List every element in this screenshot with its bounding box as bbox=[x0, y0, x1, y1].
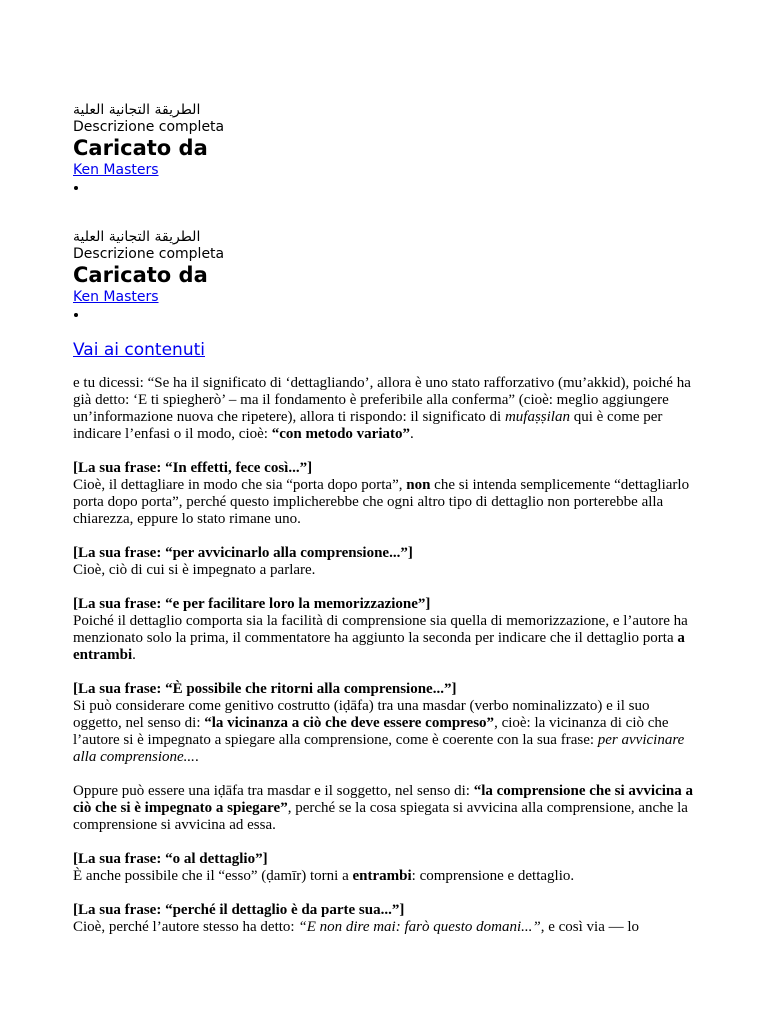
document-title-arabic: الطريقة التجانية العلية bbox=[73, 229, 201, 245]
description-label: Descrizione completa bbox=[73, 119, 225, 135]
uploaded-by-heading: Caricato da bbox=[73, 136, 208, 160]
paragraph: [La sua frase: “perché il dettaglio è da parte sua...”] Cioè, perché l’autore stesso ha detto: “E non dire mai: farò questo domani...”, e così via — lo bbox=[73, 902, 640, 935]
document-title-arabic: الطريقة التجانية العلية bbox=[73, 102, 201, 118]
paragraph: [La sua frase: “In effetti, fece così...”] Cioè, il dettagliare in modo che sia “porta dopo porta”, non che si intenda semplicemente “dettagliarlo porta dopo porta”, perché questo implicherebbe che ogni altro tipo di dettaglio non porterebbe alla chiarezza, eppure lo stato rimane uno. bbox=[73, 460, 690, 527]
uploader-link[interactable]: Ken Masters bbox=[73, 289, 159, 305]
uploader-block bbox=[73, 101, 473, 190]
paragraph: Oppure può essere una iḍāfa tra masdar e il soggetto, nel senso di: “la comprensione che si avvicina a ciò che si è impegnato a spiegare”, perché se la cosa spiegata si avvicina alla comprensione, anche la comprensione si avvicina ad essa. bbox=[73, 783, 694, 833]
document-body bbox=[73, 375, 698, 936]
paragraph-heading: [La sua frase: “In effetti, fece così...”] bbox=[73, 460, 313, 476]
paragraph: [La sua frase: “o al dettaglio”] È anche possibile che il “esso” (ḍamīr) torni a entrambi: comprensione e dettaglio. bbox=[73, 851, 575, 884]
uploader-block bbox=[73, 228, 473, 317]
paragraph: [La sua frase: “per avvicinarlo alla comprensione...”] Cioè, ciò di cui si è impegnato a parlare. bbox=[73, 545, 413, 578]
list-bullet bbox=[74, 186, 78, 190]
paragraph-heading: [La sua frase: “e per facilitare loro la memorizzazione”] bbox=[73, 596, 431, 612]
paragraph-heading: [La sua frase: “o al dettaglio”] bbox=[73, 851, 268, 867]
list-bullet bbox=[74, 313, 78, 317]
description-label: Descrizione completa bbox=[73, 246, 225, 262]
paragraph: [La sua frase: “È possibile che ritorni alla comprensione...”] Si può considerare come genitivo costrutto (iḍāfa) tra una masdar (verbo nominalizzato) e il suo oggetto, nel senso di: “la vicinanza a ciò che deve essere compreso”, cioè: la vicinanza di ciò che l’autore si è impegnato a spiegare alla comprensione, come è coerente con la sua frase: per avvicinare alla comprensione.... bbox=[73, 681, 685, 765]
paragraph: e tu dicessi: “Se ha il significato di ‘dettagliando’, allora è uno stato rafforzativo (mu’akkid), poiché ha già detto: ‘E ti spiegherò’ – ma il fondamento è preferibile alla conferma” (cioè: meglio aggiungere un’informazione nuova che ripetere), allora ti rispondo: il significato di mufaṣṣilan qui è come per indicare l’enfasi o il modo, cioè: “con metodo variato”. bbox=[73, 375, 691, 442]
skip-to-content-link[interactable]: Vai ai contenuti bbox=[73, 340, 205, 360]
paragraph-heading: [La sua frase: “perché il dettaglio è da parte sua...”] bbox=[73, 902, 405, 918]
uploader-link[interactable]: Ken Masters bbox=[73, 162, 159, 178]
paragraph: [La sua frase: “e per facilitare loro la memorizzazione”] Poiché il dettaglio comporta sia la facilità di comprensione sia quella di memorizzazione, e l’autore ha menzionato solo la prima, il commentatore ha aggiunto la seconda per indicare che il dettaglio porta a entrambi. bbox=[73, 596, 688, 663]
paragraph-heading: [La sua frase: “È possibile che ritorni alla comprensione...”] bbox=[73, 681, 457, 697]
paragraph-heading: [La sua frase: “per avvicinarlo alla comprensione...”] bbox=[73, 545, 413, 561]
uploaded-by-heading: Caricato da bbox=[73, 263, 208, 287]
